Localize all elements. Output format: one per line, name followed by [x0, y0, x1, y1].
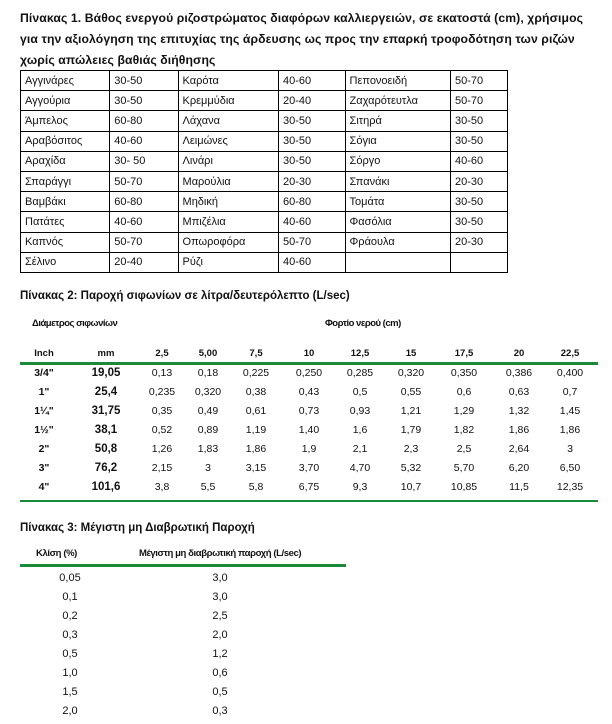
flow-value-cell: 1,32 — [508, 405, 530, 417]
flow-value-cell: 1,83 — [197, 443, 219, 455]
max-flow-cell: 0,5 — [212, 686, 228, 698]
head-header: 15 — [405, 348, 417, 359]
crop-name-cell: Τομάτα — [345, 192, 450, 212]
flow-value-cell: 1,40 — [298, 424, 320, 436]
crop-name-cell: Λειμώνες — [178, 131, 278, 151]
flow-value-cell: 0,73 — [298, 405, 320, 417]
flow-value-cell: 0,49 — [197, 405, 219, 417]
flow-value-cell: 0,6 — [456, 386, 472, 398]
crop-name-cell: Ρύζι — [178, 252, 278, 272]
flow-value-cell: 6,50 — [559, 462, 581, 474]
flow-value-cell: 1,29 — [453, 405, 475, 417]
flow-value-cell: 0,43 — [298, 386, 320, 398]
root-depth-cell: 30-50 — [110, 91, 178, 111]
table-row — [21, 71, 508, 91]
diameter-label: Διάμετρος σιφωνίων — [32, 318, 118, 329]
inch-header: Inch — [34, 348, 54, 359]
mm-cell: 101,6 — [91, 481, 121, 493]
flow-value-cell: 12,35 — [556, 481, 584, 493]
inch-cell: 1" — [38, 386, 50, 398]
flow-value-cell: 1,19 — [245, 424, 267, 436]
flow-value-cell: 0,93 — [349, 405, 371, 417]
crop-name-cell: Αγγινάρες — [21, 71, 110, 91]
crop-name-cell: Σιτηρά — [345, 111, 450, 131]
head-header: 5,00 — [198, 348, 218, 359]
slope-cell: 0,3 — [62, 629, 78, 641]
root-depth-cell: 40-60 — [451, 151, 508, 171]
root-depth-cell — [451, 252, 508, 272]
table-row — [20, 648, 346, 667]
flow-value-cell: 3,8 — [154, 481, 170, 493]
crop-name-cell: Σπαράγγι — [21, 171, 110, 191]
root-depth-cell: 20-30 — [451, 171, 508, 191]
root-depth-cell: 40-60 — [278, 71, 345, 91]
max-flow-cell: 3,0 — [212, 591, 228, 603]
crop-name-cell: Αγγούρια — [21, 91, 110, 111]
flow-value-cell: 0,386 — [505, 367, 533, 379]
root-depth-cell: 60-80 — [278, 192, 345, 212]
flow-value-cell: 3,15 — [245, 462, 267, 474]
max-flow-cell: 1,2 — [212, 648, 228, 660]
flow-value-cell: 5,32 — [400, 462, 422, 474]
table-row — [21, 111, 508, 131]
slope-cell: 0,5 — [62, 648, 78, 660]
table-row — [21, 212, 508, 232]
crop-name-cell: Ζαχαρότευτλα — [345, 91, 450, 111]
slope-cell: 1,0 — [62, 667, 78, 679]
mm-cell: 38,1 — [94, 424, 118, 436]
flow-value-cell: 0,89 — [197, 424, 219, 436]
head-header: 20 — [513, 348, 525, 359]
root-depth-cell: 30-50 — [278, 131, 345, 151]
flow-value-cell: 0,320 — [397, 367, 425, 379]
inch-cell: 1¼" — [34, 405, 54, 417]
slope-cell: 0,2 — [62, 610, 78, 622]
mm-cell: 25,4 — [94, 386, 118, 398]
head-header: 22,5 — [560, 348, 580, 359]
crop-name-cell: Φασόλια — [345, 212, 450, 232]
table-row — [21, 151, 508, 171]
table-row — [20, 424, 598, 443]
root-depth-cell: 40-60 — [110, 131, 178, 151]
table-row — [20, 610, 346, 629]
flow-value-cell: 2,64 — [508, 443, 530, 455]
crop-name-cell: Πατάτες — [21, 212, 110, 232]
flow-value-cell: 0,235 — [148, 386, 176, 398]
inch-cell: 1½" — [34, 424, 54, 436]
crop-name-cell — [345, 252, 450, 272]
max-flow-cell: 3,0 — [212, 572, 228, 584]
table-row — [21, 171, 508, 191]
flow-value-cell: 0,285 — [346, 367, 374, 379]
mm-header: mm — [97, 348, 115, 359]
crop-name-cell: Καρότα — [178, 71, 278, 91]
flow-value-cell: 10,7 — [400, 481, 422, 493]
crop-name-cell: Σόργο — [345, 151, 450, 171]
flow-value-cell: 10,85 — [450, 481, 478, 493]
flow-value-cell: 1,6 — [352, 424, 368, 436]
root-depth-cell: 60-80 — [110, 111, 178, 131]
root-depth-cell: 20-40 — [278, 91, 345, 111]
crop-name-cell: Αραχίδα — [21, 151, 110, 171]
max-flow-cell: 0,6 — [212, 667, 228, 679]
flow-value-cell: 0,52 — [151, 424, 173, 436]
inch-cell: 3/4" — [34, 367, 54, 379]
flow-value-cell: 0,55 — [400, 386, 422, 398]
table-row — [20, 386, 598, 405]
flow-value-cell: 0,225 — [242, 367, 270, 379]
crop-name-cell: Μηδική — [178, 192, 278, 212]
root-depth-cell: 30-50 — [451, 192, 508, 212]
root-depth-table — [20, 70, 508, 273]
head-header: 12,5 — [350, 348, 370, 359]
max-flow-cell: 2,0 — [212, 629, 228, 641]
root-depth-cell: 50-70 — [451, 91, 508, 111]
slope-cell: 0,05 — [59, 572, 81, 584]
flow-value-cell: 9,3 — [352, 481, 368, 493]
inch-cell: 4" — [38, 481, 50, 493]
table-row — [20, 686, 346, 705]
flow-value-cell: 4,70 — [349, 462, 371, 474]
root-depth-cell: 20-40 — [110, 252, 178, 272]
slope-cell: 1,5 — [62, 686, 78, 698]
table-row — [21, 252, 508, 272]
crop-name-cell: Σόγια — [345, 131, 450, 151]
flow-value-cell: 0,61 — [245, 405, 267, 417]
root-depth-cell: 30-50 — [451, 131, 508, 151]
head-label: Φορτίο νερού (cm) — [325, 318, 401, 329]
table-row — [21, 91, 508, 111]
root-depth-cell: 20-30 — [451, 232, 508, 252]
crop-name-cell: Κρεμμύδια — [178, 91, 278, 111]
root-depth-cell: 50-70 — [451, 71, 508, 91]
table3-title: Πίνακας 3: Μέγιστη μη Διαβρωτική Παροχή — [20, 522, 255, 534]
table-row — [20, 367, 598, 386]
flow-value-cell: 0,13 — [151, 367, 173, 379]
crop-name-cell: Βαμβάκι — [21, 192, 110, 212]
crop-name-cell: Οπωροφόρα — [178, 232, 278, 252]
flow-value-cell: 0,400 — [556, 367, 584, 379]
root-depth-cell: 30-50 — [451, 212, 508, 232]
root-depth-cell: 30-50 — [278, 111, 345, 131]
root-depth-cell: 30-50 — [110, 71, 178, 91]
root-depth-cell: 50-70 — [110, 232, 178, 252]
root-depth-cell: 30-50 — [278, 151, 345, 171]
crop-name-cell: Φράουλα — [345, 232, 450, 252]
head-header: 10 — [303, 348, 315, 359]
flow-value-cell: 1,86 — [559, 424, 581, 436]
flow-value-cell: 1,86 — [508, 424, 530, 436]
flow-value-cell: 1,26 — [151, 443, 173, 455]
mm-cell: 50,8 — [94, 443, 118, 455]
flow-value-cell: 2,3 — [403, 443, 419, 455]
slope-cell: 0,1 — [62, 591, 78, 603]
table-row — [21, 131, 508, 151]
flow-value-cell: 3,70 — [298, 462, 320, 474]
flow-value-cell: 3 — [205, 462, 211, 474]
flow-value-cell: 2,15 — [151, 462, 173, 474]
flow-value-cell: 0,7 — [562, 386, 578, 398]
root-depth-cell: 50-70 — [278, 232, 345, 252]
flow-value-cell: 1,45 — [559, 405, 581, 417]
flow-value-cell: 5,8 — [248, 481, 264, 493]
root-depth-cell: 30-50 — [451, 111, 508, 131]
flow-value-cell: 0,250 — [295, 367, 323, 379]
table1-title: Πίνακας 1. Βάθος ενεργού ριζοστρώματος διαφόρων καλλιεργειών, σε εκατοστά (cm), χρήσιμος για την αξιολόγηση της επιτυχίας της άρδευσης ως προς την επαρκή τροφοδότηση των ριζών χωρίς απώλειες βαθιάς διήθησης — [20, 11, 584, 67]
flow-value-cell: 1,86 — [245, 443, 267, 455]
head-header: 7,5 — [249, 348, 263, 359]
table-row — [20, 462, 598, 481]
root-depth-cell: 30- 50 — [110, 151, 178, 171]
flow-value-cell: 1,82 — [453, 424, 475, 436]
flow-value-cell: 0,5 — [352, 386, 368, 398]
crop-name-cell: Σέλινο — [21, 252, 110, 272]
table2-bottom-rule — [20, 500, 598, 502]
flow-value-cell: 2,5 — [456, 443, 472, 455]
table-row — [20, 481, 598, 500]
table-row — [20, 629, 346, 648]
crop-name-cell: Μπιζέλια — [178, 212, 278, 232]
crop-name-cell: Σπανάκι — [345, 171, 450, 191]
inch-cell: 2" — [38, 443, 50, 455]
table-row — [21, 232, 508, 252]
flow-value-cell: 6,20 — [508, 462, 530, 474]
flow-value-cell: 0,63 — [508, 386, 530, 398]
flow-value-cell: 3 — [567, 443, 573, 455]
table2-header-rule — [20, 362, 598, 365]
flow-value-cell: 11,5 — [509, 481, 529, 493]
flow-value-cell: 0,35 — [151, 405, 173, 417]
max-flow-header: Μέγιστη μη διαβρωτική παροχή (L/sec) — [139, 548, 302, 559]
crop-name-cell: Καπνός — [21, 232, 110, 252]
table-row — [20, 572, 346, 591]
max-flow-cell: 0,3 — [212, 705, 228, 717]
crop-name-cell: Λινάρι — [178, 151, 278, 171]
crop-name-cell: Μαρούλια — [178, 171, 278, 191]
root-depth-cell: 20-30 — [278, 171, 345, 191]
root-depth-cell: 60-80 — [110, 192, 178, 212]
max-flow-cell: 2,5 — [212, 610, 228, 622]
crop-name-cell: Πεπονοειδή — [345, 71, 450, 91]
root-depth-cell: 40-60 — [278, 212, 345, 232]
flow-value-cell: 1,9 — [301, 443, 317, 455]
mm-cell: 19,05 — [91, 367, 121, 379]
slope-cell: 2,0 — [62, 705, 78, 717]
table-row — [20, 443, 598, 462]
mm-cell: 31,75 — [91, 405, 121, 417]
flow-value-cell: 0,38 — [245, 386, 267, 398]
slope-header: Κλίση (%) — [36, 548, 77, 559]
flow-value-cell: 0,320 — [194, 386, 222, 398]
table-row — [21, 192, 508, 212]
mm-cell: 76,2 — [94, 462, 118, 474]
head-header: 17,5 — [454, 348, 474, 359]
crop-name-cell: Άμπελος — [21, 111, 110, 131]
table3-header-rule — [20, 564, 346, 567]
flow-value-cell: 5,70 — [453, 462, 475, 474]
inch-cell: 3" — [38, 462, 50, 474]
table-row — [20, 591, 346, 610]
table-row — [20, 405, 598, 424]
flow-value-cell: 0,350 — [450, 367, 478, 379]
table-row — [20, 705, 346, 724]
crop-name-cell: Λάχανα — [178, 111, 278, 131]
crop-name-cell: Αραβόσιτος — [21, 131, 110, 151]
flow-value-cell: 1,21 — [400, 405, 422, 417]
table2-title: Πίνακας 2: Παροχή σιφωνίων σε λίτρα/δευτερόλεπτο (L/sec) — [20, 290, 350, 302]
flow-value-cell: 1,79 — [400, 424, 422, 436]
flow-value-cell: 6,75 — [298, 481, 320, 493]
flow-value-cell: 5,5 — [200, 481, 216, 493]
root-depth-cell: 40-60 — [278, 252, 345, 272]
head-header: 2,5 — [155, 348, 169, 359]
flow-value-cell: 2,1 — [352, 443, 368, 455]
root-depth-cell: 50-70 — [110, 171, 178, 191]
root-depth-cell: 40-60 — [110, 212, 178, 232]
flow-value-cell: 0,18 — [197, 367, 219, 379]
table-row — [20, 667, 346, 686]
